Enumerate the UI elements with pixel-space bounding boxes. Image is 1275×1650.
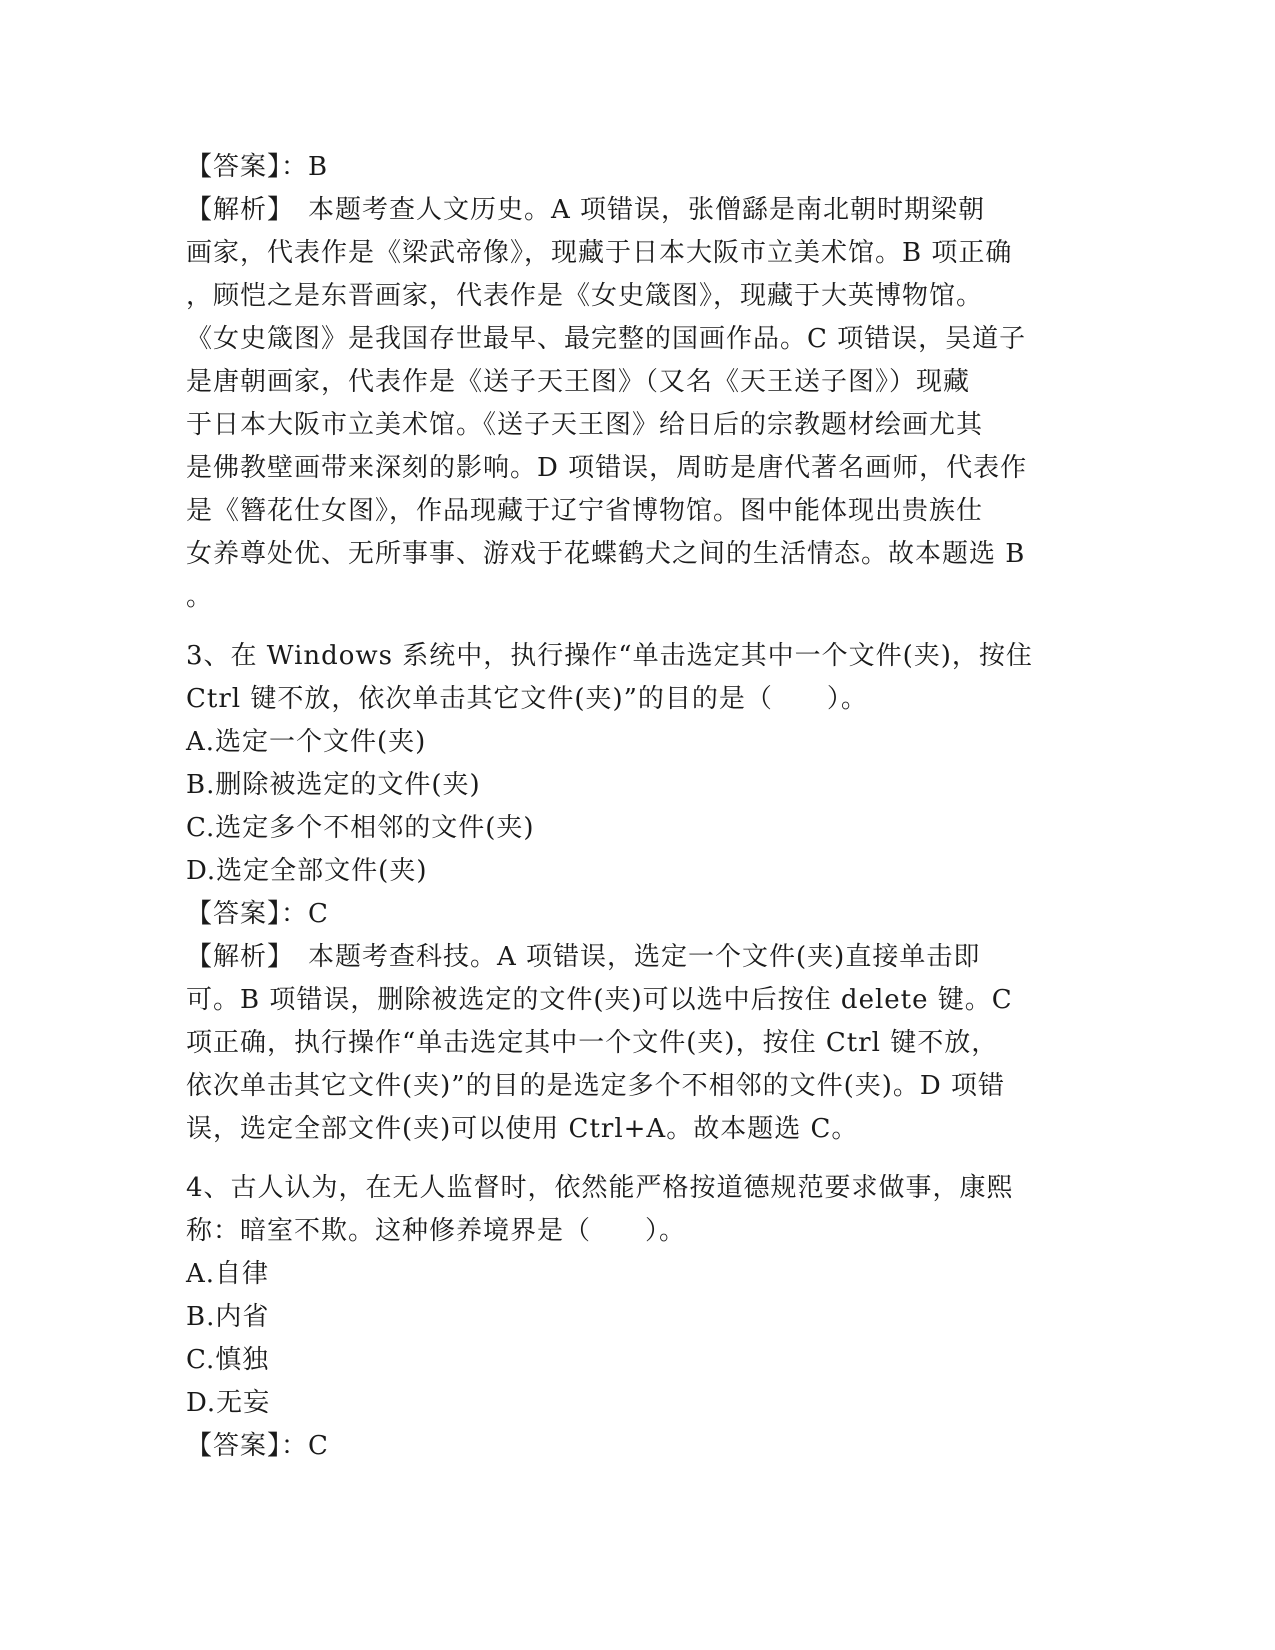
question-line: 称：暗室不欺。这种修养境界是（ ）。 bbox=[186, 1216, 687, 1246]
option-b: B.删除被选定的文件(夹) bbox=[186, 770, 481, 800]
analysis-line: 是唐朝画家，代表作是《送子天王图》（又名《天王送子图》）现藏 bbox=[186, 367, 971, 397]
analysis-line: 【解析】 本题考查科技。A 项错误，选定一个文件(夹)直接单击即 bbox=[186, 942, 981, 972]
analysis-line: 画家，代表作是《梁武帝像》，现藏于日本大阪市立美术馆。B 项正确 bbox=[186, 238, 1013, 268]
paragraph-gap bbox=[186, 1151, 1086, 1167]
analysis-line: 《女史箴图》是我国存世最早、最完整的国画作品。C 项错误，吴道子 bbox=[186, 324, 1027, 354]
option-a: A.选定一个文件(夹) bbox=[186, 727, 427, 757]
analysis-line: 是佛教壁画带来深刻的影响。D 项错误，周昉是唐代著名画师，代表作 bbox=[186, 453, 1028, 483]
question-line: 4、古人认为，在无人监督时，依然能严格按道德规范要求做事，康熙 bbox=[186, 1173, 1014, 1203]
option-c: C.慎独 bbox=[186, 1345, 270, 1375]
analysis-line: ，顾恺之是东晋画家，代表作是《女史箴图》，现藏于大英博物馆。 bbox=[186, 281, 984, 311]
document-page bbox=[186, 146, 1086, 1468]
question-line: 3、在 Windows 系统中，执行操作“单击选定其中一个文件(夹)，按住 bbox=[186, 641, 1033, 671]
option-d: D.无妄 bbox=[186, 1388, 271, 1418]
paragraph-gap bbox=[186, 619, 1086, 635]
answer-line: 【答案】：C bbox=[186, 1431, 329, 1461]
option-d: D.选定全部文件(夹) bbox=[186, 856, 428, 886]
answer-line: 【答案】：B bbox=[186, 152, 329, 182]
analysis-line: 是《簪花仕女图》，作品现藏于辽宁省博物馆。图中能体现出贵族仕 bbox=[186, 496, 984, 526]
option-c: C.选定多个不相邻的文件(夹) bbox=[186, 813, 535, 843]
option-b: B.内省 bbox=[186, 1302, 270, 1332]
analysis-line: 可。B 项错误，删除被选定的文件(夹)可以选中后按住 delete 键。C bbox=[186, 985, 1013, 1015]
answer-line: 【答案】：C bbox=[186, 899, 329, 929]
analysis-line: 【解析】 本题考查人文历史。A 项错误，张僧繇是南北朝时期梁朝 bbox=[186, 195, 986, 225]
analysis-line: 误，选定全部文件(夹)可以使用 Ctrl+A。故本题选 C。 bbox=[186, 1114, 859, 1144]
analysis-line: 项正确，执行操作“单击选定其中一个文件(夹)，按住 Ctrl 键不放， bbox=[186, 1028, 999, 1058]
option-a: A.自律 bbox=[186, 1259, 270, 1289]
question-line: Ctrl 键不放，依次单击其它文件(夹)”的目的是（ ）。 bbox=[186, 684, 868, 714]
analysis-line: 于日本大阪市立美术馆。《送子天王图》给日后的宗教题材绘画尤其 bbox=[186, 410, 984, 440]
analysis-line: 依次单击其它文件(夹)”的目的是选定多个不相邻的文件(夹)。D 项错 bbox=[186, 1071, 1005, 1101]
analysis-line: 。 bbox=[186, 582, 214, 612]
analysis-line: 女养尊处优、无所事事、游戏于花蝶鹤犬之间的生活情态。故本题选 B bbox=[186, 539, 1026, 569]
